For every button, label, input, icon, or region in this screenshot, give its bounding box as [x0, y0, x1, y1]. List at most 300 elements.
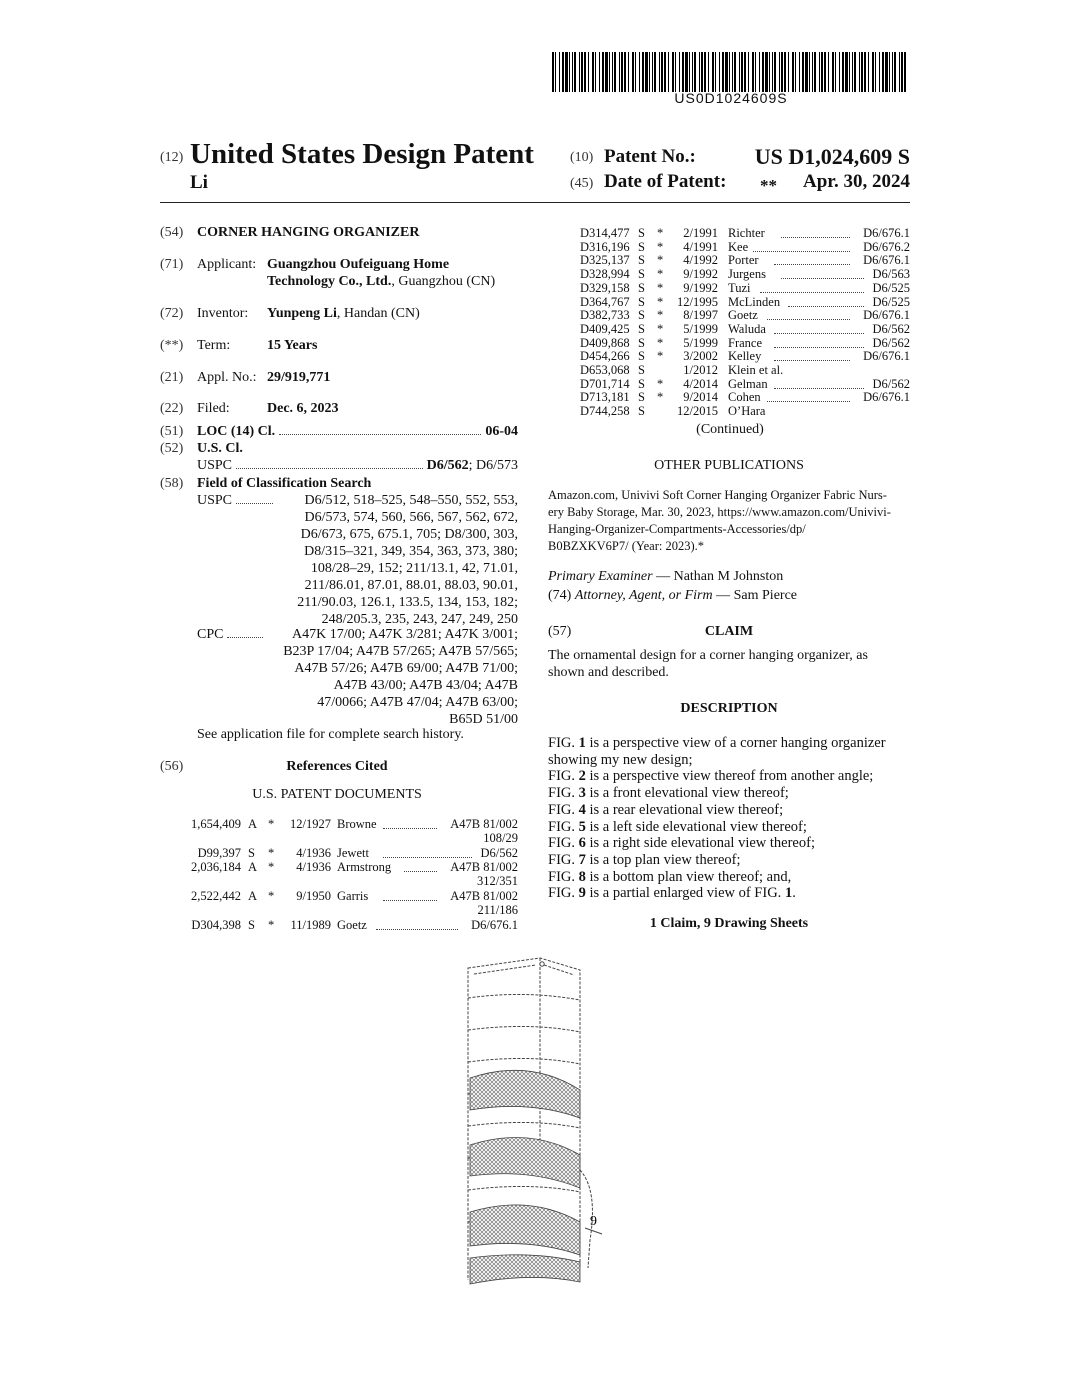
ref-star: *	[657, 376, 664, 391]
fig-text: is a bottom plan view thereof; and,	[585, 868, 792, 885]
barcode-bar	[882, 52, 884, 92]
ref-number: D329,158	[580, 280, 630, 295]
ref-star: *	[268, 918, 275, 932]
ref-number: D314,477	[580, 226, 630, 240]
ref-class-secondary: 108/29	[483, 831, 518, 845]
filed-label: Filed:	[197, 401, 230, 416]
ref-date: 11/1989	[290, 918, 331, 932]
field-of-search-label: Field of Classification Search	[197, 476, 372, 491]
claim-line: The ornamental design for a corner hanging organizer, as	[548, 648, 868, 663]
reference-row	[580, 226, 910, 240]
ref-class: A47B 81/002	[450, 817, 518, 831]
barcode-bar	[781, 52, 783, 92]
leader-dots	[383, 828, 437, 829]
ref-class: D6/525	[872, 294, 910, 309]
inid-code-45: (45)	[570, 176, 594, 191]
fig-text: is a perspective view thereof from another angle;	[585, 768, 874, 785]
inid-code-58: (58)	[160, 476, 184, 491]
ref-kind: A	[248, 817, 258, 831]
ref-number: D364,767	[580, 294, 630, 309]
loc-value: 06-04	[485, 424, 518, 439]
barcode-bar	[621, 52, 623, 92]
ref-class: D6/676.1	[863, 253, 910, 268]
ref-name: Kelley	[728, 349, 762, 364]
barcode-bar	[652, 52, 653, 92]
ref-star: *	[657, 239, 664, 254]
fig-number: 5	[578, 818, 586, 835]
barcode-bar	[588, 52, 589, 92]
barcode-bar	[765, 52, 768, 92]
fig-prefix: FIG.	[548, 885, 579, 902]
other-publication-line: Hanging-Organizer-Compartments-Accessories/dp/	[548, 522, 806, 536]
ref-name: Jewett	[337, 846, 369, 860]
ref-kind: A	[248, 889, 258, 903]
fig-number: 7	[578, 851, 586, 868]
ref-number: D454,266	[580, 349, 630, 364]
barcode-bar	[812, 52, 813, 92]
ref-star: *	[657, 321, 664, 336]
figure-description	[548, 819, 807, 836]
reference-row	[580, 240, 910, 254]
inventor-surname: Li	[190, 172, 208, 193]
barcode-bar	[814, 52, 816, 92]
fig-number: 9	[578, 885, 586, 902]
ref-star: *	[268, 846, 275, 860]
field-uspc-line: D6/512, 518–525, 548–550, 552, 553,	[304, 493, 518, 508]
ref-star: *	[657, 226, 664, 240]
application-number: 29/919,771	[267, 370, 331, 385]
continued-note: (Continued)	[696, 422, 764, 437]
ref-date: 4/2014	[683, 376, 718, 391]
barcode-bar	[715, 52, 716, 92]
ref-name: Tuzi	[728, 280, 751, 295]
field-uspc-line: 248/205.3, 235, 243, 247, 249, 250	[321, 612, 518, 627]
barcode-bar	[792, 52, 794, 92]
applicant-location: , Guangzhou (CN)	[391, 274, 496, 289]
ref-class: D6/676.1	[863, 226, 910, 240]
callout-9: 9	[590, 1214, 597, 1229]
ref-number: D304,398	[191, 918, 241, 932]
leader-dots	[774, 333, 864, 334]
ref-kind: S	[248, 846, 255, 860]
fig-prefix: FIG.	[548, 801, 579, 818]
barcode-bar	[852, 52, 853, 92]
ref-date: 9/2014	[683, 390, 718, 405]
uspc-rest: ; D6/573	[468, 458, 518, 473]
references-heading: References Cited	[286, 759, 388, 774]
ref-number: D382,733	[580, 308, 630, 323]
field-uspc-line: D6/673, 675, 675.1, 705; D8/300, 303,	[300, 527, 518, 542]
ref-star: *	[657, 294, 664, 309]
fig-number: 6	[578, 835, 586, 852]
ref-name: Browne	[337, 817, 377, 831]
barcode-bar	[599, 52, 600, 92]
leader-dots	[781, 237, 850, 238]
ref-kind: S	[638, 335, 645, 350]
ref-date: 5/1999	[683, 335, 718, 350]
leader-dots	[788, 306, 864, 307]
field-cpc-line: B23P 17/04; A47B 57/265; A47B 57/565;	[283, 644, 518, 659]
barcode-bar	[569, 52, 570, 92]
barcode-bar	[639, 52, 640, 92]
attorney-label: Attorney, Agent, or Firm	[574, 588, 713, 603]
field-uspc-line: 211/90.03, 126.1, 133.5, 134, 153, 182;	[297, 595, 518, 610]
barcode-bar	[649, 52, 650, 92]
leader-dots	[760, 292, 864, 293]
barcode-bar	[784, 52, 786, 92]
fig-prefix: FIG.	[548, 818, 579, 835]
search-history-note: See application file for complete search history.	[197, 727, 464, 742]
ref-star: *	[657, 267, 664, 282]
barcode-bar	[675, 52, 676, 92]
fig-prefix: FIG.	[548, 868, 579, 885]
ref-kind: S	[638, 363, 645, 377]
ref-kind: A	[248, 860, 258, 874]
filed-date: Dec. 6, 2023	[267, 401, 339, 416]
barcode-bar	[682, 52, 684, 92]
barcode-bar	[722, 52, 724, 92]
barcode-bar	[892, 52, 893, 92]
reference-row	[580, 253, 910, 267]
reference-row	[580, 363, 910, 377]
applicant-name-line2: Technology Co., Ltd.	[267, 274, 392, 289]
claim-heading: CLAIM	[704, 624, 754, 639]
reference-row-continuation	[183, 874, 518, 890]
barcode-bar	[899, 52, 900, 92]
barcode-bar	[762, 52, 764, 92]
barcode-bar	[819, 52, 820, 92]
ref-kind: S	[638, 308, 645, 323]
ref-date: 9/1992	[683, 280, 718, 295]
claims-summary: 1 Claim, 9 Drawing Sheets	[649, 916, 809, 931]
barcode-bar	[755, 52, 756, 92]
barcode-bar	[854, 52, 856, 92]
ref-number: 1,654,409	[191, 817, 241, 831]
barcode-bar	[901, 52, 903, 92]
ref-star: *	[657, 308, 664, 323]
leader-dots	[774, 264, 850, 265]
figure-description	[548, 852, 741, 869]
us-cl-label: U.S. Cl.	[197, 441, 243, 456]
ref-name: McLinden	[728, 294, 781, 309]
fig-text: is a perspective view of a corner hanging organizer	[585, 735, 886, 751]
barcode-bar	[835, 52, 836, 92]
ref-class-secondary: 312/351	[477, 874, 518, 888]
ref-kind: S	[638, 294, 645, 309]
inid-code-74: (74)	[548, 588, 572, 603]
description-heading: DESCRIPTION	[680, 701, 778, 716]
barcode-bar	[602, 52, 604, 92]
barcode-bar	[772, 52, 773, 92]
barcode-bar	[562, 52, 564, 92]
fig-text: is a top plan view thereof;	[585, 851, 741, 868]
barcode-bar	[741, 52, 743, 92]
ref-number: D99,397	[197, 846, 241, 860]
leader-dots	[376, 929, 458, 930]
inid-code-71: (71)	[160, 257, 184, 272]
inventor-name: Yunpeng Li	[267, 306, 337, 321]
barcode-bar	[824, 52, 826, 92]
fig-text: showing my new design;	[548, 751, 693, 768]
ref-date: 4/1936	[296, 860, 331, 874]
barcode-bar	[624, 52, 626, 92]
term-label: Term:	[197, 338, 231, 353]
fig-prefix: FIG.	[548, 785, 579, 802]
reference-row	[580, 281, 910, 295]
ref-name: Cohen	[728, 390, 761, 405]
inventor-location: , Handan (CN)	[336, 306, 420, 321]
barcode-bar	[654, 52, 656, 92]
barcode-bar	[849, 52, 850, 92]
ref-date: 9/1950	[296, 889, 331, 903]
barcode-bar	[595, 52, 596, 92]
ref-number: 2,522,442	[191, 889, 241, 903]
figure-description	[548, 785, 789, 802]
barcode-bar	[774, 52, 776, 92]
barcode-bar	[739, 52, 740, 92]
ref-number: D653,068	[580, 363, 630, 377]
ref-name: Goetz	[337, 918, 367, 932]
inid-code-54: (54)	[160, 225, 184, 240]
ref-kind: S	[638, 226, 645, 240]
barcode-bar	[864, 52, 866, 92]
fig-prefix: FIG.	[548, 735, 579, 751]
ref-star: *	[268, 860, 275, 874]
inventor-label: Inventor:	[197, 306, 249, 321]
inid-code-56: (56)	[160, 759, 184, 774]
ref-class: D6/562	[480, 846, 518, 860]
patent-number: US D1,024,609 S	[754, 144, 910, 169]
uspc-label: USPC	[197, 458, 233, 473]
leader-dots	[404, 871, 437, 872]
header-divider	[160, 202, 910, 203]
barcode-bar	[719, 52, 720, 92]
leader-dots	[767, 319, 850, 320]
ref-name: Armstrong	[337, 860, 392, 874]
barcode-bar	[581, 52, 583, 92]
barcode-bar	[802, 52, 804, 92]
ref-star: *	[657, 349, 664, 364]
ref-name: Gelman	[728, 376, 768, 391]
barcode-bar	[645, 52, 648, 92]
ref-kind: S	[638, 280, 645, 295]
ref-date: 1/2012	[683, 363, 718, 377]
ref-star: *	[657, 335, 664, 350]
barcode-bar	[605, 52, 608, 92]
barcode-bar	[799, 52, 800, 92]
barcode-bar	[701, 52, 703, 92]
ref-class: D6/676.2	[863, 239, 910, 254]
leader-dots	[236, 467, 423, 469]
loc-classification-row	[197, 424, 518, 440]
field-uspc-label: USPC	[197, 493, 233, 508]
figure-description	[548, 869, 791, 886]
patent-number-label: Patent No.:	[604, 146, 696, 167]
ref-star: *	[657, 390, 664, 405]
barcode-bar	[614, 52, 616, 92]
fig-period: .	[792, 885, 796, 902]
barcode-bar	[685, 52, 688, 92]
ref-date: 4/1991	[683, 239, 718, 254]
leader-dots	[774, 360, 850, 361]
ref-name: Porter	[728, 253, 759, 268]
organizer-drawing	[440, 950, 640, 1295]
application-number-label: Appl. No.:	[197, 370, 257, 385]
barcode-bar	[632, 52, 634, 92]
barcode-bar	[845, 52, 848, 92]
field-uspc-line: 108/28–29, 152; 211/13.1, 42, 71.01,	[310, 561, 518, 576]
ref-name: Waluda	[728, 321, 766, 336]
ref-class: D6/563	[872, 267, 910, 282]
barcode-bar	[659, 52, 660, 92]
figure-description	[548, 752, 693, 769]
ref-star: *	[657, 280, 664, 295]
field-cpc-line: A47B 57/26; A47B 69/00; A47B 71/00;	[294, 661, 518, 676]
barcode-bar	[748, 52, 749, 92]
leader-dots	[767, 401, 850, 402]
reference-row-continuation	[183, 903, 518, 919]
barcode-bar	[842, 52, 844, 92]
barcode-bar	[699, 52, 700, 92]
barcode-bar	[692, 52, 693, 92]
fig-prefix: FIG.	[548, 768, 579, 785]
ref-kind: S	[638, 321, 645, 336]
barcode-bar	[725, 52, 728, 92]
loc-label: LOC (14) Cl.	[197, 424, 276, 439]
barcode-bar	[694, 52, 696, 92]
field-uspc-line: D8/315–321, 349, 354, 363, 373, 380;	[304, 544, 518, 559]
field-uspc-line: 211/86.01, 87.01, 88.01, 88.03, 90.01,	[304, 578, 518, 593]
fig-text: is a partial enlarged view of FIG.	[585, 885, 782, 902]
ref-date: 5/1999	[683, 321, 718, 336]
barcode-bar	[734, 52, 736, 92]
reference-row	[580, 308, 910, 322]
barcode-number: US0D1024609S	[674, 90, 788, 106]
other-publication-line: ery Baby Storage, Mar. 30, 2023, https://www.amazon.com/Univivi-	[548, 505, 891, 519]
applicant-label: Applicant:	[197, 257, 257, 272]
barcode-bar	[759, 52, 760, 92]
figure-description	[548, 835, 815, 852]
barcode-bar	[872, 52, 874, 92]
ref-kind: S	[638, 349, 645, 364]
barcode-bar	[875, 52, 876, 92]
figure-description	[548, 768, 873, 785]
barcode-bar	[868, 52, 869, 92]
ref-number: D409,425	[580, 321, 630, 336]
ref-number: D316,196	[580, 239, 630, 254]
ref-name: Klein et al.	[728, 363, 784, 377]
barcode-bar	[894, 52, 896, 92]
claim-line: shown and described.	[548, 665, 669, 680]
primary-examiner-line	[548, 569, 783, 585]
barcode-bar	[661, 52, 663, 92]
fig-text: is a rear elevational view thereof;	[585, 801, 784, 818]
barcode-bar	[769, 52, 770, 92]
ref-class: D6/676.1	[863, 349, 910, 364]
barcode-bar	[552, 52, 554, 92]
inid-code-72: (72)	[160, 306, 184, 321]
ref-date: 9/1992	[683, 267, 718, 282]
barcode-bar	[565, 52, 568, 92]
fig-text: is a front elevational view thereof;	[585, 785, 789, 802]
reference-row	[183, 918, 518, 934]
primary-examiner-label: Primary Examiner	[548, 569, 653, 584]
reference-row	[580, 404, 910, 418]
barcode-bar	[809, 52, 810, 92]
figure-description	[548, 735, 886, 752]
ref-name: Jurgens	[728, 267, 766, 282]
ref-date: 12/1927	[290, 817, 331, 831]
barcode	[552, 52, 910, 92]
ref-kind: S	[638, 390, 645, 405]
ref-number: D328,994	[580, 267, 630, 282]
fig-prefix: FIG.	[548, 835, 579, 852]
reference-row	[580, 336, 910, 350]
inid-code-51: (51)	[160, 424, 184, 439]
barcode-bar	[708, 52, 709, 92]
leader-dots	[383, 857, 472, 858]
term-value: 15 Years	[267, 338, 318, 353]
ref-class: D6/562	[872, 335, 910, 350]
term-extension-mark: **	[760, 176, 777, 195]
other-publication-line: B0BZXKV6P7/ (Year: 2023).*	[548, 539, 705, 553]
ref-kind: S	[638, 239, 645, 254]
ref-name: Kee	[728, 239, 749, 254]
leader-dots	[774, 347, 864, 348]
barcode-bar	[619, 52, 620, 92]
barcode-bar	[839, 52, 840, 92]
reference-row	[580, 390, 910, 404]
field-cpc-label: CPC	[197, 627, 224, 642]
ref-class: D6/562	[872, 321, 910, 336]
barcode-bar	[744, 52, 746, 92]
ref-class: D6/676.1	[471, 918, 518, 932]
inid-code-term: (**)	[160, 338, 184, 353]
fig-text: is a right side elevational view thereof;	[585, 835, 815, 852]
barcode-bar	[832, 52, 834, 92]
fig-text: is a left side elevational view thereof;	[585, 818, 807, 835]
barcode-bar	[788, 52, 789, 92]
fig-prefix: FIG.	[548, 851, 579, 868]
barcode-bar	[704, 52, 706, 92]
barcode-bar	[904, 52, 906, 92]
ref-class: D6/676.1	[863, 390, 910, 405]
leader-dots	[781, 278, 864, 279]
reference-row	[580, 295, 910, 309]
barcode-bar	[664, 52, 666, 92]
barcode-bar	[612, 52, 613, 92]
field-cpc-line: A47B 43/00; A47B 43/04; A47B	[333, 678, 518, 693]
barcode-bar	[861, 52, 863, 92]
ref-class: A47B 81/002	[450, 860, 518, 874]
reference-row	[580, 267, 910, 281]
reference-row	[580, 322, 910, 336]
ref-class: A47B 81/002	[450, 889, 518, 903]
us-patent-documents-heading: U.S. PATENT DOCUMENTS	[252, 787, 422, 802]
ref-star: *	[657, 253, 664, 268]
ref-number: D701,714	[580, 376, 630, 391]
field-cpc-line: B65D 51/00	[449, 712, 518, 727]
barcode-bar	[821, 52, 823, 92]
ref-date: 3/2002	[683, 349, 718, 364]
inid-code-12: (12)	[160, 150, 184, 165]
ref-class: D6/676.1	[863, 308, 910, 323]
ref-class-secondary: 211/186	[477, 903, 518, 917]
reference-row-continuation	[183, 831, 518, 847]
barcode-bar	[679, 52, 680, 92]
ref-number: 2,036,184	[191, 860, 241, 874]
leader-dots	[279, 433, 481, 435]
